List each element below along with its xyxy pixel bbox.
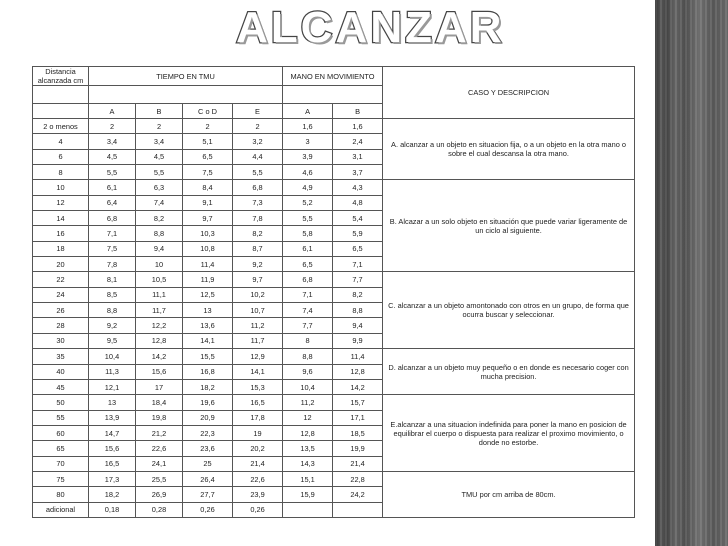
header-spacer (89, 86, 283, 104)
cell-distancia: 35 (33, 349, 89, 364)
caso-c: C. alcanzar a un objeto amontonado con otros en un grupo, de forma que ocurra buscar y seleccionar. (383, 272, 635, 349)
col-header-a: A (89, 104, 136, 119)
cell-a: 4,5 (89, 149, 136, 164)
cell-a: 9,2 (89, 318, 136, 333)
cell-e: 10,7 (233, 303, 283, 318)
cell-mano-a: 9,6 (283, 364, 333, 379)
cell-distancia: 70 (33, 456, 89, 471)
cell-mano-b: 8,8 (333, 303, 383, 318)
cell-e: 8,7 (233, 241, 283, 256)
cell-cod: 16,8 (183, 364, 233, 379)
cell-cod: 22,3 (183, 425, 233, 440)
cell-mano-b: 24,2 (333, 487, 383, 502)
cell-mano-a: 4,9 (283, 180, 333, 195)
cell-b: 21,2 (136, 425, 183, 440)
cell-mano-b: 3,7 (333, 165, 383, 180)
cell-a: 15,6 (89, 441, 136, 456)
cell-mano-b: 7,1 (333, 257, 383, 272)
header-tiempo: TIEMPO EN TMU (89, 67, 283, 86)
cell-e: 7,8 (233, 211, 283, 226)
cell-mano-b: 17,1 (333, 410, 383, 425)
cell-b: 11,1 (136, 287, 183, 302)
cell-cod: 2 (183, 119, 233, 134)
cell-a: 7,1 (89, 226, 136, 241)
cell-b: 8,8 (136, 226, 183, 241)
cell-cod: 13,6 (183, 318, 233, 333)
cell-a: 7,8 (89, 257, 136, 272)
cell-b: 19,8 (136, 410, 183, 425)
cell-cod: 23,6 (183, 441, 233, 456)
cell-e: 23,9 (233, 487, 283, 502)
cell-cod: 11,4 (183, 257, 233, 272)
cell-a: 11,3 (89, 364, 136, 379)
cell-a: 6,8 (89, 211, 136, 226)
cell-mano-a: 7,7 (283, 318, 333, 333)
cell-a: 18,2 (89, 487, 136, 502)
cell-distancia: 8 (33, 165, 89, 180)
cell-cod: 8,4 (183, 180, 233, 195)
col-header-b: B (136, 104, 183, 119)
cell-mano-b: 21,4 (333, 456, 383, 471)
table-row (33, 395, 635, 410)
cell-distancia: 40 (33, 364, 89, 379)
cell-a: 10,4 (89, 349, 136, 364)
cell-a: 3,4 (89, 134, 136, 149)
cell-a: 16,5 (89, 456, 136, 471)
cell-b: 8,2 (136, 211, 183, 226)
cell-distancia: 30 (33, 333, 89, 348)
caso-a: A. alcanzar a un objeto en situacion fija, o a un objeto en la otra mano o sobre el cual descansa la otra mano. (383, 119, 635, 180)
col-header-cod: C o D (183, 104, 233, 119)
cell-mano-a: 4,6 (283, 165, 333, 180)
cell-b: 14,2 (136, 349, 183, 364)
cell-b: 17 (136, 379, 183, 394)
cell-e: 3,2 (233, 134, 283, 149)
header-spacer (283, 86, 383, 104)
cell-cod: 10,8 (183, 241, 233, 256)
cell-e: 10,2 (233, 287, 283, 302)
cell-mano-b: 5,9 (333, 226, 383, 241)
cell-mano-b: 9,4 (333, 318, 383, 333)
cell-mano-a: 3,9 (283, 149, 333, 164)
cell-distancia: 60 (33, 425, 89, 440)
cell-mano-b: 4,8 (333, 195, 383, 210)
cell-mano-b: 19,9 (333, 441, 383, 456)
cell-mano-b: 7,7 (333, 272, 383, 287)
cell-distancia: 26 (33, 303, 89, 318)
cell-b: 10,5 (136, 272, 183, 287)
cell-a: 8,1 (89, 272, 136, 287)
cell-mano-b: 8,2 (333, 287, 383, 302)
cell-mano-a: 13,5 (283, 441, 333, 456)
cell-b: 11,7 (136, 303, 183, 318)
cell-cod: 27,7 (183, 487, 233, 502)
cell-e: 11,2 (233, 318, 283, 333)
cell-e: 15,3 (233, 379, 283, 394)
cell-cod: 18,2 (183, 379, 233, 394)
cell-b: 9,4 (136, 241, 183, 256)
cell-mano-a: 11,2 (283, 395, 333, 410)
caso-tmu: TMU por cm arriba de 80cm. (383, 471, 635, 517)
cell-mano-a (283, 502, 333, 517)
cell-cod: 26,4 (183, 471, 233, 486)
cell-distancia: 28 (33, 318, 89, 333)
cell-distancia: 6 (33, 149, 89, 164)
cell-e: 5,5 (233, 165, 283, 180)
cell-mano-a: 12 (283, 410, 333, 425)
cell-e: 22,6 (233, 471, 283, 486)
cell-b: 12,2 (136, 318, 183, 333)
cell-cod: 25 (183, 456, 233, 471)
cell-b: 22,6 (136, 441, 183, 456)
header-caso: CASO Y DESCRIPCION (383, 67, 635, 119)
slide-title: ALCANZAR (236, 3, 505, 52)
cell-distancia: 10 (33, 180, 89, 195)
cell-e: 9,2 (233, 257, 283, 272)
cell-mano-a: 7,1 (283, 287, 333, 302)
cell-distancia: 55 (33, 410, 89, 425)
tmu-table (32, 66, 635, 518)
cell-e: 19 (233, 425, 283, 440)
cell-a: 6,4 (89, 195, 136, 210)
col-header-e: E (233, 104, 283, 119)
cell-distancia: 24 (33, 287, 89, 302)
cell-mano-b: 2,4 (333, 134, 383, 149)
cell-a: 13,9 (89, 410, 136, 425)
cell-distancia: 50 (33, 395, 89, 410)
cell-distancia: 75 (33, 471, 89, 486)
cell-e: 0,26 (233, 502, 283, 517)
cell-distancia: 12 (33, 195, 89, 210)
cell-mano-b: 18,5 (333, 425, 383, 440)
cell-b: 7,4 (136, 195, 183, 210)
cell-e: 7,3 (233, 195, 283, 210)
cell-mano-b: 4,3 (333, 180, 383, 195)
cell-mano-a: 7,4 (283, 303, 333, 318)
cell-a: 13 (89, 395, 136, 410)
cell-e: 20,2 (233, 441, 283, 456)
cell-mano-a: 5,8 (283, 226, 333, 241)
cell-a: 12,1 (89, 379, 136, 394)
cell-distancia: 2 o menos (33, 119, 89, 134)
cell-a: 8,5 (89, 287, 136, 302)
cell-a: 8,8 (89, 303, 136, 318)
cell-mano-a: 10,4 (283, 379, 333, 394)
cell-a: 2 (89, 119, 136, 134)
cell-mano-a: 15,9 (283, 487, 333, 502)
cell-e: 14,1 (233, 364, 283, 379)
cell-mano-b: 22,8 (333, 471, 383, 486)
cell-mano-a: 6,5 (283, 257, 333, 272)
cell-e: 4,4 (233, 149, 283, 164)
cell-e: 9,7 (233, 272, 283, 287)
cell-mano-a: 1,6 (283, 119, 333, 134)
cell-mano-a: 8,8 (283, 349, 333, 364)
table-row (33, 180, 635, 195)
cell-mano-a: 15,1 (283, 471, 333, 486)
cell-mano-a: 14,3 (283, 456, 333, 471)
cell-cod: 15,5 (183, 349, 233, 364)
cell-cod: 11,9 (183, 272, 233, 287)
cell-b: 5,5 (136, 165, 183, 180)
cell-distancia: 18 (33, 241, 89, 256)
table-row (33, 349, 635, 364)
cell-a: 9,5 (89, 333, 136, 348)
cell-b: 12,8 (136, 333, 183, 348)
cell-e: 16,5 (233, 395, 283, 410)
cell-b: 24,1 (136, 456, 183, 471)
cell-mano-a: 5,5 (283, 211, 333, 226)
cell-b: 26,9 (136, 487, 183, 502)
cell-distancia: 80 (33, 487, 89, 502)
header-spacer (33, 104, 89, 119)
cell-a: 5,5 (89, 165, 136, 180)
cell-cod: 7,5 (183, 165, 233, 180)
table-row (33, 119, 635, 134)
cell-b: 3,4 (136, 134, 183, 149)
cell-b: 0,28 (136, 502, 183, 517)
cell-distancia: 65 (33, 441, 89, 456)
decorative-side-band (655, 0, 728, 546)
cell-cod: 12,5 (183, 287, 233, 302)
cell-cod: 19,6 (183, 395, 233, 410)
cell-mano-b: 14,2 (333, 379, 383, 394)
caso-b: B. Alcazar a un solo objeto en situación que puede variar ligeramente de un ciclo al siguiente. (383, 180, 635, 272)
cell-cod: 5,1 (183, 134, 233, 149)
cell-e: 21,4 (233, 456, 283, 471)
cell-b: 6,3 (136, 180, 183, 195)
cell-e: 2 (233, 119, 283, 134)
cell-a: 17,3 (89, 471, 136, 486)
cell-b: 18,4 (136, 395, 183, 410)
cell-mano-b: 12,8 (333, 364, 383, 379)
cell-mano-b: 3,1 (333, 149, 383, 164)
cell-mano-b: 5,4 (333, 211, 383, 226)
table-row (33, 471, 635, 486)
cell-distancia: 16 (33, 226, 89, 241)
header-mano: MANO EN MOVIMIENTO (283, 67, 383, 86)
cell-mano-b (333, 502, 383, 517)
header-distancia: Distancia alcanzada cm (33, 67, 89, 86)
cell-e: 11,7 (233, 333, 283, 348)
cell-distancia: adicional (33, 502, 89, 517)
cell-b: 2 (136, 119, 183, 134)
cell-a: 6,1 (89, 180, 136, 195)
caso-e: E.alcanzar a una situacion indefinida para poner la mano en posicion de equilibrar el cuerpo o dispuesta para realizar el proximo movimiento, o donde no estorbe. (383, 395, 635, 472)
cell-mano-a: 6,8 (283, 272, 333, 287)
cell-mano-b: 1,6 (333, 119, 383, 134)
cell-cod: 10,3 (183, 226, 233, 241)
cell-distancia: 4 (33, 134, 89, 149)
cell-mano-b: 9,9 (333, 333, 383, 348)
cell-b: 15,6 (136, 364, 183, 379)
col-header-mano-b: B (333, 104, 383, 119)
cell-distancia: 14 (33, 211, 89, 226)
cell-e: 6,8 (233, 180, 283, 195)
cell-cod: 0,26 (183, 502, 233, 517)
cell-mano-b: 6,5 (333, 241, 383, 256)
cell-mano-a: 5,2 (283, 195, 333, 210)
cell-mano-a: 6,1 (283, 241, 333, 256)
cell-mano-a: 12,8 (283, 425, 333, 440)
cell-cod: 14,1 (183, 333, 233, 348)
cell-e: 12,9 (233, 349, 283, 364)
cell-distancia: 45 (33, 379, 89, 394)
cell-mano-a: 8 (283, 333, 333, 348)
cell-b: 25,5 (136, 471, 183, 486)
cell-a: 7,5 (89, 241, 136, 256)
cell-b: 10 (136, 257, 183, 272)
table-row (33, 272, 635, 287)
cell-b: 4,5 (136, 149, 183, 164)
cell-e: 17,8 (233, 410, 283, 425)
cell-cod: 9,7 (183, 211, 233, 226)
cell-e: 8,2 (233, 226, 283, 241)
cell-cod: 13 (183, 303, 233, 318)
cell-cod: 6,5 (183, 149, 233, 164)
cell-a: 0,18 (89, 502, 136, 517)
cell-distancia: 22 (33, 272, 89, 287)
cell-distancia: 20 (33, 257, 89, 272)
caso-d: D. alcanzar a un objeto muy pequeño o en donde es necesario coger con mucha precision. (383, 349, 635, 395)
col-header-mano-a: A (283, 104, 333, 119)
cell-a: 14,7 (89, 425, 136, 440)
cell-cod: 9,1 (183, 195, 233, 210)
cell-mano-b: 15,7 (333, 395, 383, 410)
cell-cod: 20,9 (183, 410, 233, 425)
header-spacer (33, 86, 89, 104)
cell-mano-a: 3 (283, 134, 333, 149)
cell-mano-b: 11,4 (333, 349, 383, 364)
